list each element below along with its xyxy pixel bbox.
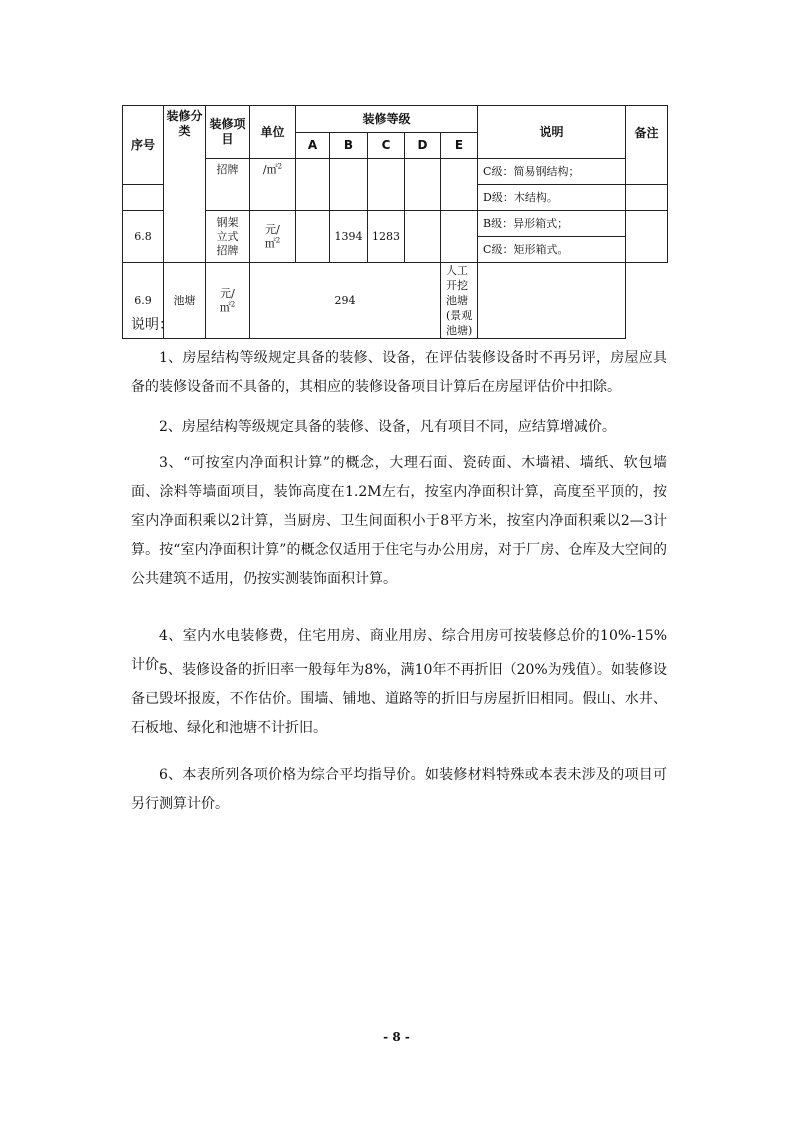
row-68-item: 钢架立式招牌 (206, 211, 250, 263)
sign-note-c: C级：简易钢结构； (478, 159, 626, 185)
row-68-note-b: B级：异形箱式； (478, 211, 626, 237)
header-grade-d: D (405, 133, 441, 159)
note-paragraph-3: 3、“可按室内净面积计算”的概念，大理石面、瓷砖面、木墙裙、墙纸、软包墙面、涂料等墙面项目，装饰高度在1.2M左右，按室内净面积计算，高度至平顶的，按室内净面积乘以2计算，当厨房、卫生间面积小于8平方米，按室内净面积乘以2—3计算。按“室内净面积计算”的概念仅适用于住宅与办公用房，对于厂房、仓库及大空间的公共建筑不适用，仍按实测装饰面积计算。 (131, 455, 667, 587)
row-69-seq: 6.9 (123, 263, 164, 339)
row-69-unit: 元/㎡$^2$ (206, 263, 250, 339)
header-grade-c: C (368, 133, 405, 159)
header-grade: 装修等级 (296, 106, 478, 133)
note-paragraph-2: 2、房屋结构等级规定具备的装修、设备，凡有项目不同，应结算增减价。 (159, 419, 616, 435)
header-seq: 序号 (123, 106, 164, 185)
notes-label: 说明： (131, 317, 173, 333)
decoration-price-table (122, 105, 668, 339)
header-grade-a: A (296, 133, 330, 159)
header-unit: 单位 (250, 106, 296, 159)
header-grade-b: B (330, 133, 368, 159)
note-paragraph-5: 5、装修设备的折旧率一般每年为8%，满10年不再折旧（20%为残值）。如装修设备已毁坏报废，不作估价。围墙、铺地、道路等的折旧与房屋折旧相同。假山、水井、石板地、绿化和池塘不计折旧。 (131, 662, 667, 736)
row-68-grade-b: 1394 (330, 211, 368, 263)
row-68-note-c: C级：矩形箱式。 (478, 237, 626, 263)
sign-note-d: D级：木结构。 (478, 185, 626, 211)
note-paragraph-1: 1、房屋结构等级规定具备的装修、设备，在评估装修设备时不再另评，房屋应具备的装修设备而不具备的，其相应的装修设备项目计算后在房屋评估价中扣除。 (131, 350, 667, 395)
row-68-unit: 元/㎡$^2$ (250, 211, 296, 263)
row-69-price: 294 (250, 263, 441, 339)
row-68-grade-c: 1283 (368, 211, 405, 263)
header-remark: 备注 (626, 106, 668, 185)
row-69-item: 池塘 (164, 263, 206, 339)
header-grade-e: E (441, 133, 478, 159)
sign-unit: /㎡$^2$ (250, 159, 296, 211)
row-68-seq: 6.8 (123, 211, 164, 263)
note-paragraph-4: 4、室内水电装修费，住宅用房、商业用房、综合用房可按装修总价的10%-15%计价。 (131, 628, 667, 673)
page-number: - 8 - (383, 1030, 410, 1044)
header-category: 装修分类 (164, 106, 206, 263)
header-desc: 说明 (478, 106, 626, 159)
row-69-note: 人工开挖池塘(景观池塘) (441, 263, 478, 339)
note-paragraph-6: 6、本表所列各项价格为综合平均指导价。如装修材料特殊或本表未涉及的项目可另行测算计价。 (131, 767, 667, 812)
sign-item: 招牌 (206, 159, 250, 211)
header-item: 装修项目 (206, 106, 250, 159)
